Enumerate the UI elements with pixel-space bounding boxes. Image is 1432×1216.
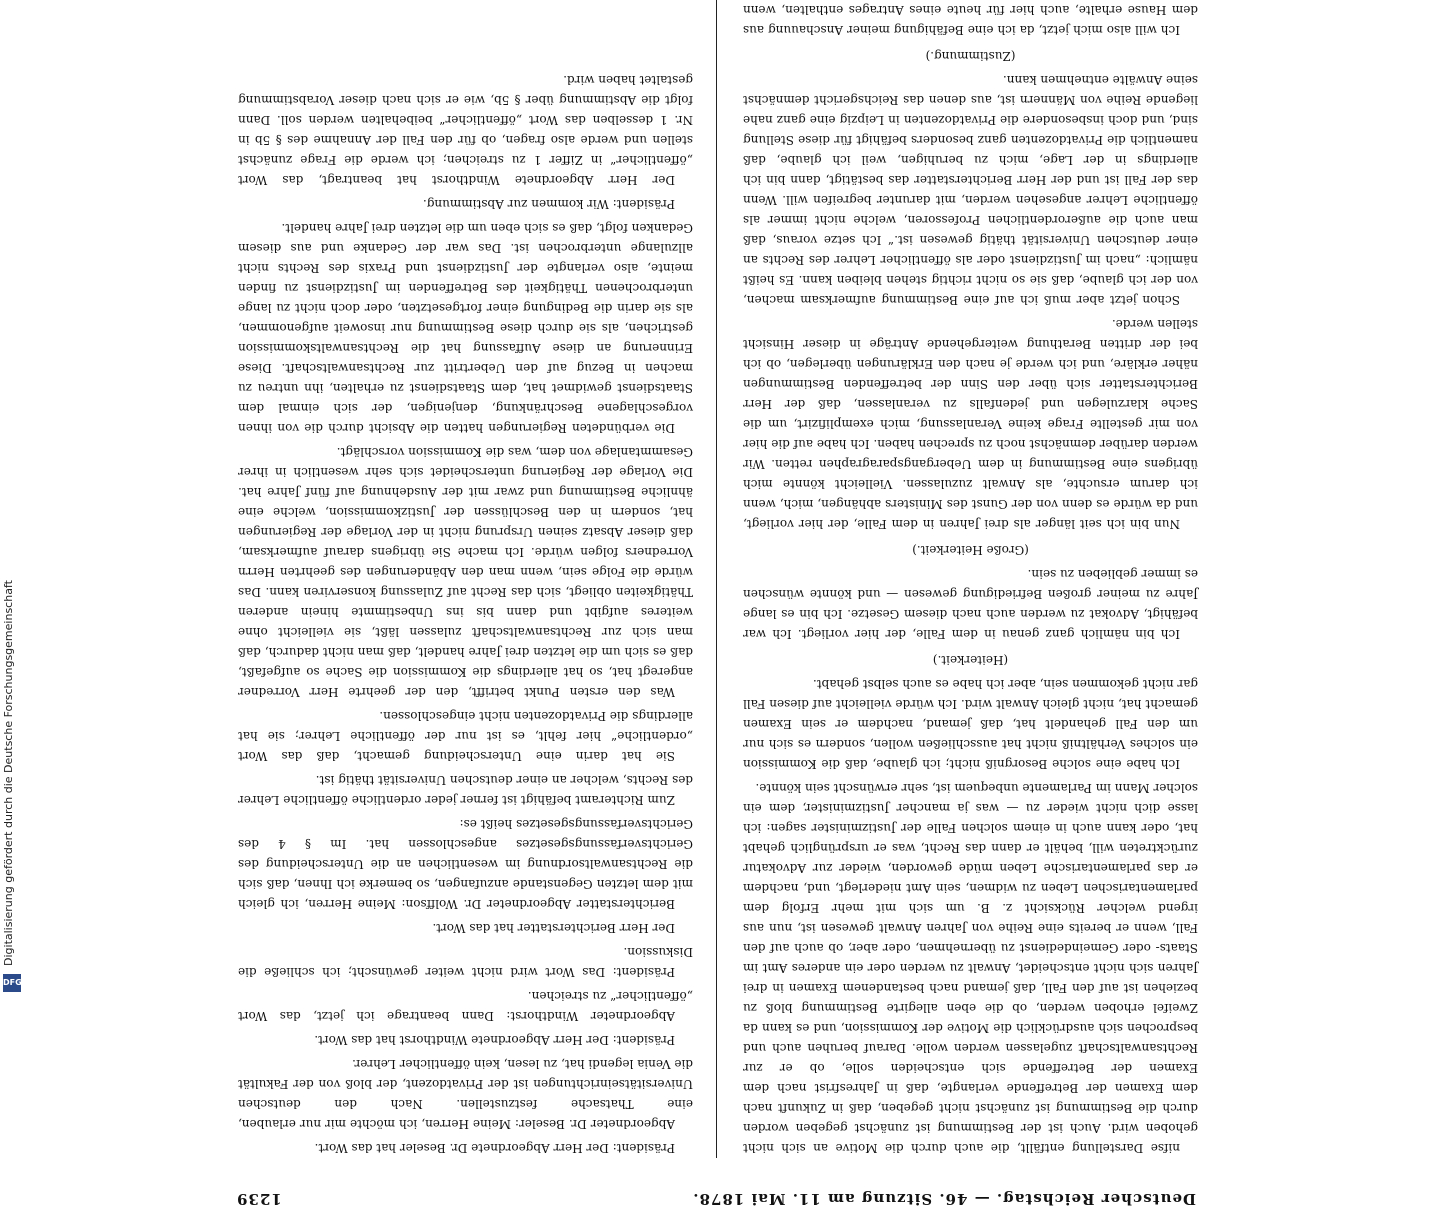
- column-divider: [716, 0, 717, 1158]
- paragraph: Präsident: Der Herr Abgeordnete Dr. Beseler hat das Wort.: [314, 1141, 675, 1155]
- paragraph: Ich bin nämlich ganz genau in dem Falle, der hier vorliegt. Ich war befähigt, Advokat zu werden auch nach diesem Gesetze. Ich bin es lange Jahre zu meiner großen Befriedigung gewesen — und könnte wünschen es immer geblieben zu sein.: [743, 567, 1198, 641]
- paragraph: Die verbündeten Regierungen hatten die Absicht durch die von ihnen vorgeschlagene Beschränkung, denjenigen, der sich einmal dem Staatsdienst gewidmet hat, dem Staatsdienst zu erhalten, ihn untreu zu machen in Bezug auf den Uebertritt zur Rechtsanwaltschaft. Diese Erinnerung an diese Auffassung hat die Rechtsanwaltskommission gestrichen, als sie durch diese Bestimmung nur insoweit aufgenommen, als sie darin die Bedingung einer fortgesetzten, oder doch nicht zu lange unterbrochenen Thätigkeit des Betreffenden im Justizdienst zu finden meinte, also verlangte der Justizdienst und Praxis des Rechts nicht allzulange unterbrochen ist. Das war der Gedanke und aus diesem Gedanken folgt, daß es sich eben um die letzten drei Jahre handelt.: [238, 221, 693, 435]
- paragraph: Der Herr Berichterstatter hat das Wort.: [432, 921, 675, 935]
- paragraph: Ich will also mich jetzt, da ich eine Befähigung meiner Anschauung aus dem Hause erhalte, auch hier für heute eines Antrages enthalten, wenn: [743, 3, 1198, 37]
- paragraph: (Zustimmung.): [925, 49, 1016, 63]
- paragraph: Präsident: Das Wort wird nicht weiter gewünscht; ich schließe die Diskussion.: [238, 945, 693, 979]
- paragraph: Präsident: Wir kommen zur Abstimmung.: [422, 197, 675, 211]
- dfg-logo-icon: DFG: [3, 974, 21, 992]
- paragraph: Abgeordneter Dr. Beseler: Meine Herren, ich möchte mir nur erlauben, eine Thatsache festzustellen. Nach den deutschen Universitätseinrichtungen ist der Privatdozent, der bloß von der Fakultät die Venia legendi hat, zu lesen, kein öffentlicher Lehrer.: [238, 1057, 693, 1131]
- rotated-page-content: [216, 0, 1216, 1216]
- digitization-note: Digitalisierung gefördert durch die Deutsche Forschungsgemeinschaft: [2, 580, 15, 966]
- text-block: [238, 0, 1198, 1158]
- right-column: [238, 0, 693, 1158]
- running-head-title: Deutscher Reichstag. — 46. Sitzung am 11. Mai 1878.: [692, 1190, 1196, 1208]
- paragraph: (Große Heiterkeit.): [912, 543, 1029, 557]
- page-number: 1239: [236, 1190, 282, 1208]
- paragraph: Ich habe eine solche Besorgniß nicht; ich glaube, daß die Kommission ein solches Verhältniß nicht hat ausschließen wollen, sondern es sich nur um den Fall gehandelt hat, daß jemand, nachdem er sein Examen gemacht hat, nicht gleich Anwalt wird. Ich würde vielleicht auf diesen Fall gar nicht gekommen sein, aber ich habe es auch selbst gehabt.: [743, 677, 1198, 771]
- paragraph: Sie hat darin eine Unterscheidung gemacht, daß das Wort „ordentliche“ hier fehlt, es ist nur der öffentliche Lehrer; sie hat allerdings die Privatdozenten nicht eingeschlossen.: [238, 709, 693, 763]
- paragraph: Abgeordneter Windthorst: Dann beantrage ich jetzt, das Wort „öffentlicher“ zu streichen.: [238, 989, 693, 1023]
- paragraph: (Heiterkeit.): [932, 653, 1009, 667]
- paragraph: Schon jetzt aber muß ich auf eine Bestimmung aufmerksam machen, von der ich glaube, daß sie so nicht richtig stehen bleiben kann. Es heißt nämlich: „nach im Justizdienst oder als öffentlicher Lehrer des Rechts an einer deutschen Universität thätig gewesen ist.“ Ich setze voraus, daß man auch die außerordentlichen Professoren, welche nicht immer als öffentliche Lehrer angesehen werden, mit darunter begreifen will. Wenn das der Fall ist und der Herr Berichterstatter das bestätigt, dann bin ich allerdings in der Lage, mich zu beruhigen, weil ich glaube, daß namentlich die Privatdozenten ganz besonders befähigt für diese Stellung sind, und doch insbesondere die Privatdozenten in Leipzig eine ganz nahe liegende Reihe von Männern ist, aus denen das Reichsgericht demnächst seine Anwälte entnehmen kann.: [743, 73, 1198, 307]
- paragraph: Nun bin ich seit länger als drei Jahren in dem Falle, der hier vorliegt, und da würde es denn von der Gunst des Ministers abhängen, mich, wenn ich darum ersuchte, als Anwalt zuzulassen. Vielleicht könnte mich übrigens eine Bestimmung in dem Uebergangsparagraphen retten. Wir werden darüber demnächst noch zu sprechen haben. Ich habe auf die hier von mir gestellte Frage keine Veranlassung, mich exemplifizirt, um die Sache klarzulegen und jedenfalls zu veranlassen, daß der Herr Berichterstatter sich über den Sinn der betreffenden Bestimmungen näher erkläre, und ich werde je nach den Erklärungen überlegen, ob ich bei der dritten Berathung weitergehende Anträge in dieser Hinsicht stellen werde.: [743, 317, 1198, 531]
- paragraph: nifse Darstellung entfällt, die auch durch die Motive an sich nicht gehoben wird. Auch ist der Bestimmung ist zunächst gegeben worden durch die Bestimmung ist zunächst nicht gegeben, daß in Zukunft nach dem Examen der Betreffende verlangte, daß in Jahresfrist nach dem Examen der Betreffende sich entscheiden solle, ob er zur Rechtsanwaltschaft zugelassen werden wolle. Darauf beruhen auch und besprochen sich ausdrücklich die Motive der Kommission, und es kann da Zweifel erhoben werden, ob die eben allegirte Bestimmung bloß zu beziehen ist auf den Fall, daß jemand nach bestandenem Examen in drei Jahren sich nicht entscheidet, Anwalt zu werden oder ein anderes Amt im Staats- oder Gemeindedienst zu übernehmen, oder aber, ob auch auf den Fall, wenn er bereits eine Reihe von Jahren Anwalt gewesen ist, nun aus irgend welcher Rücksicht z. B. um sich mit mehr Erfolg dem parlamentarischen Leben zu widmen, sein Amt niederlegt, und, nachdem er das parlamentarische Leben müde geworden, wieder zur Advokatur zurücktreten will, behält er dann das Recht, was er ursprünglich gehabt hat, oder kann auch in einem solchen Falle der Justizminister sagen: ich lasse dich nicht wieder zu — was ja mancher Justizminister, dem ein solcher Mann im Parlamente unbequem ist, sehr erwünscht sein könnte.: [743, 781, 1198, 1155]
- paragraph: Berichterstatter Abgeordneter Dr. Wolffson: Meine Herren, ich gleich mit dem letzten Gegenstande anzufangen, so bemerke ich Ihnen, daß sich die Rechtsanwaltsordnung im wesentlichen an die Unterscheidung des Gerichtsverfassungsgesetzes angeschlossen hat. Im § 4 des Gerichtsverfassungsgesetzes heißt es:: [238, 817, 693, 911]
- left-column: [743, 0, 1198, 1158]
- digitization-sidebar: [0, 0, 26, 1000]
- paragraph: Präsident: Der Herr Abgeordnete Windthorst hat das Wort.: [314, 1033, 675, 1047]
- paragraph: Zum Richteramt befähigt ist ferner jeder ordentliche öffentliche Lehrer des Rechts, welcher an einer deutschen Universität thätig ist.: [238, 773, 693, 807]
- running-head: [216, 1176, 1216, 1216]
- paragraph: Der Herr Abgeordnete Windthorst hat beantragt, das Wort „öffentlicher“ in Ziffer 1 zu streichen; ich werde die Frage zunächst stellen und werde also fragen, ob für den Fall der Annahme des § 5b in Nr. 1 desselben das Wort „öffentlicher“ beibehalten werden soll. Dann folgt die Abstimmung über § 5b, wie er sich nach dieser Vorabstimmung gestaltet haben wird.: [238, 73, 693, 187]
- paragraph: Was den ersten Punkt betrifft, den der geehrte Herr Vorredner angeregt hat, so hat allerdings die Kommission die Sache so aufgefaßt, daß es sich um die letzten drei Jahre handelt, daß man nicht dadurch, daß man sich zur Rechtsanwaltschaft zulassen läßt, sie vielleicht ohne weiteres aufgibt und dann bis ins Unbestimmte hinein anderen Thätigkeiten obliegt, sich das Recht auf Zulassung konserviren kann. Das würde die Folge sein, wenn man den Abänderungen des geehrten Herrn Vorredners folgen würde. Ich mache Sie übrigens darauf aufmerksam, daß dieser Absatz seinen Ursprung nicht in der Vorlage der Regierungen hat, sondern in den Beschlüssen der Justizkommission, welche eine ähnliche Bestimmung und zwar mit der Ausdehnung auf fünf Jahre hat. Die Vorlage der Regierung unterscheidet sich sehr wesentlich in ihrer Gesammtanlage von dem, was die Kommission vorschlägt.: [238, 445, 693, 699]
